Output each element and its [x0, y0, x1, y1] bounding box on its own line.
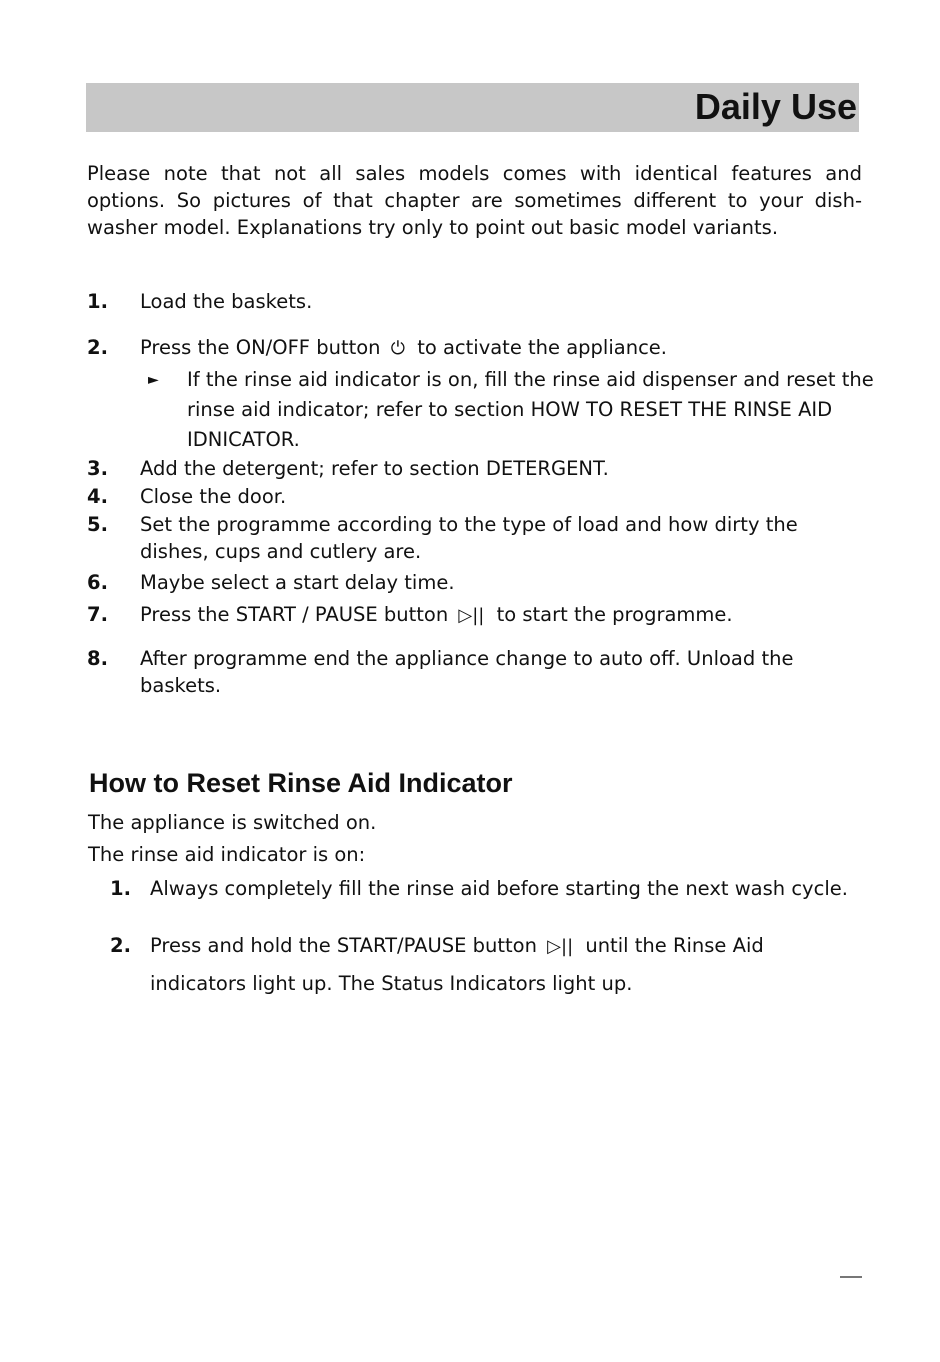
play-pause-icon: ▷||	[547, 936, 574, 957]
bullet-text: If the rinse aid indicator is on, fill the rinse aid dispenser and reset the rinse aid indicator; refer to section HOW TO RESET THE RINSE AID IDNICATOR.	[187, 368, 874, 451]
step-number: 6.	[87, 571, 108, 594]
step-number: 5.	[87, 513, 108, 536]
intro-paragraph: Please note that not all sales models comes with identical features and options. So pictures of that chapter are sometimes different to your dish-washer model. Explanations try only to point out basic model variants.	[87, 162, 862, 239]
step-text	[140, 601, 860, 629]
play-pause-icon: ▷||	[458, 605, 485, 626]
step-number: 4.	[87, 485, 108, 508]
step-number: 2.	[87, 336, 108, 359]
reset-line: The rinse aid indicator is on:	[88, 843, 366, 866]
step-text: Set the programme according to the type of load and how dirty the dishes, cups and cutlery are.	[140, 513, 798, 563]
step-text: Maybe select a start delay time.	[140, 571, 455, 594]
step-number: 7.	[87, 603, 108, 626]
step-text: Close the door.	[140, 485, 287, 508]
step-text-after: to start the programme.	[496, 603, 733, 626]
step-number: 1.	[110, 877, 131, 900]
step-text-before: Press the ON/OFF button	[140, 336, 381, 359]
step-text	[140, 334, 860, 362]
bullet-arrow-icon: ►	[148, 372, 159, 388]
reset-line: The appliance is switched on.	[88, 811, 377, 834]
step-text-after: until the Rinse Aid indicators light up. The Status Indicators light up.	[150, 934, 764, 995]
step-text	[150, 927, 850, 1002]
step-text-after: to activate the appliance.	[417, 336, 667, 359]
section-title: How to Reset Rinse Aid Indicator	[89, 768, 513, 798]
step-text-before: Press and hold the START/PAUSE button	[150, 934, 537, 957]
page-title: Daily Use	[694, 86, 857, 127]
step-text: Load the baskets.	[140, 290, 313, 313]
power-icon: ⏻	[390, 338, 405, 359]
page-footer-mark	[840, 1276, 862, 1278]
step-number: 8.	[87, 647, 108, 670]
section-header-bar	[86, 83, 859, 132]
step-text-before: Press the START / PAUSE button	[140, 603, 449, 626]
step-text: After programme end the appliance change to auto off. Unload the baskets.	[140, 647, 794, 697]
step-number: 1.	[87, 290, 108, 313]
step-text: Always completely fill the rinse aid before starting the next wash cycle.	[150, 877, 848, 900]
step-number: 2.	[110, 934, 131, 957]
step-text: Add the detergent; refer to section DETERGENT.	[140, 457, 609, 480]
step-number: 3.	[87, 457, 108, 480]
